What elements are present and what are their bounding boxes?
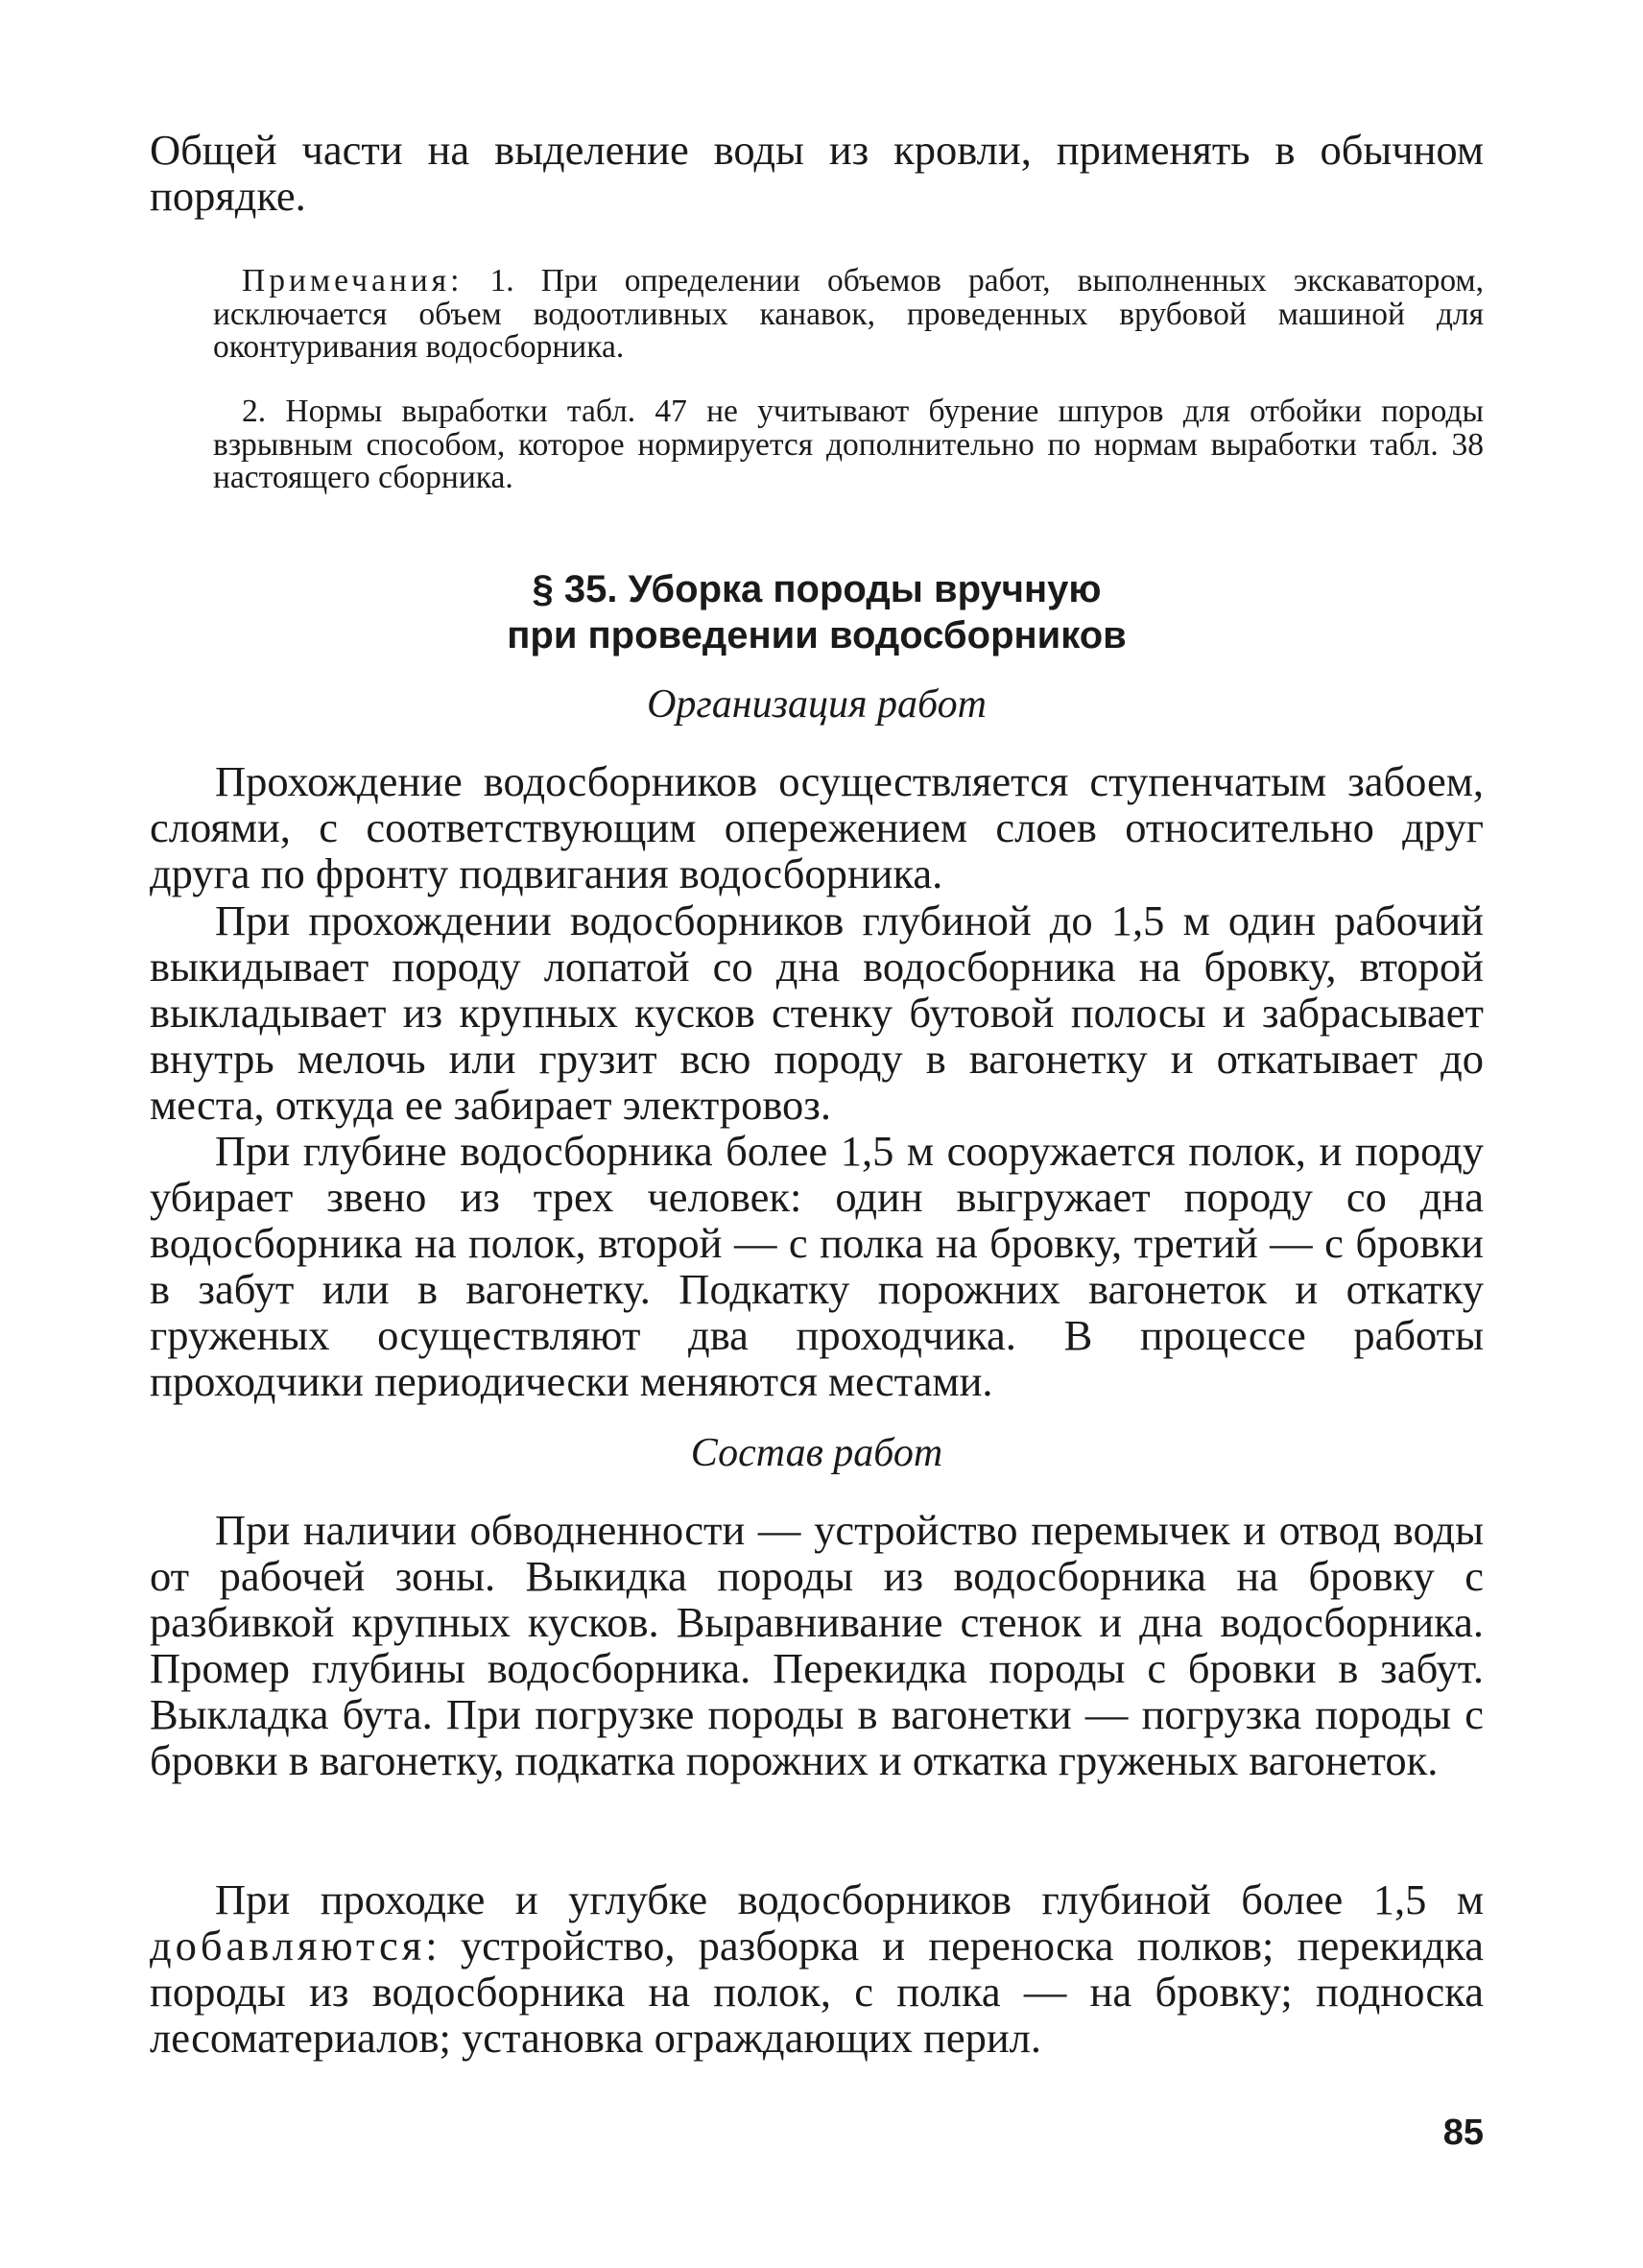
composition-paragraph-1: При наличии обводненности — устройство перемычек и отвод воды от рабочей зоны. Выкидка породы из водосборника на бровку с разбивкой крупных кусков. Выравнивание стенок и дна водосборника. Промер глубины водосборника. Перекидка породы с бровки в забут. Выкладка бута. При погрузке породы в вагонетки — погрузка породы с бровки в вагонетку, подкатка порожних и откатка груженых вагонеток. (150, 1506, 1484, 1784)
intro-paragraph: Общей части на выделение воды из кровли, применять в обычном порядке. (150, 126, 1484, 220)
note-1 (213, 265, 1484, 365)
organization-paragraph-1: Прохождение водосборников осуществляется ступенчатым забоем, слоями, с соответствующим опережением слоев относительно друг друга по фронту подвигания водосборника. (150, 757, 1484, 897)
composition-paragraph-2-start: При проходке и углубке водосборников глубиной более 1,5 м (215, 1875, 1484, 1923)
note-1-text: 1. При определении объемов работ, выполненных экскаватором, исключается объем водоотливных канавок, проведенных врубовой машиной для оконтуривания водосборника. (213, 263, 1484, 365)
organization-heading: Организация работ (647, 682, 987, 727)
note-2: 2. Нормы выработки табл. 47 не учитывают бурение шпуров для отбойки породы взрывным способом, которое нормируется дополнительно по нормам выработки табл. 38 настоящего сборника. (213, 394, 1484, 495)
page-number: 85 (1442, 2113, 1484, 2153)
composition-heading: Состав работ (690, 1431, 943, 1475)
section-title (150, 566, 1484, 658)
notes-label: Примечания: (242, 263, 464, 298)
composition-paragraph-2 (150, 1876, 1484, 2061)
composition-paragraph-2-end: : устройство, разборка и переноска полков; перекидка породы из водосборника на полок, с полка — на бровку; подноска лесоматериалов; установка ограждающих перил. (150, 1922, 1484, 2062)
section-title-line-1: § 35. Уборка породы вручную (532, 568, 1102, 610)
organization-paragraph-3: При глубине водосборника более 1,5 м сооружается полок, и породу убирает звено из трех человек: один выгружает породу со дна водосборника на полок, второй — с полка на бровку, третий — с бровки в забут или в вагонетку. Подкатку порожних вагонеток и откатку груженых осуществляют два проходчика. В процессе работы проходчики периодически меняются местами. (150, 1127, 1484, 1405)
emphasized-word: добавляются (150, 1922, 426, 1970)
section-title-line-2: при проведении водосборников (507, 614, 1127, 657)
organization-paragraph-2: При прохождении водосборников глубиной до 1,5 м один рабочий выкидывает породу лопатой со дна водосборника на бровку, второй выкладывает из крупных кусков стенку бутовой полосы и забрасывает внутрь мелочь или грузит всю породу в вагонетку и откатывает до места, откуда ее забирает электровоз. (150, 896, 1484, 1129)
